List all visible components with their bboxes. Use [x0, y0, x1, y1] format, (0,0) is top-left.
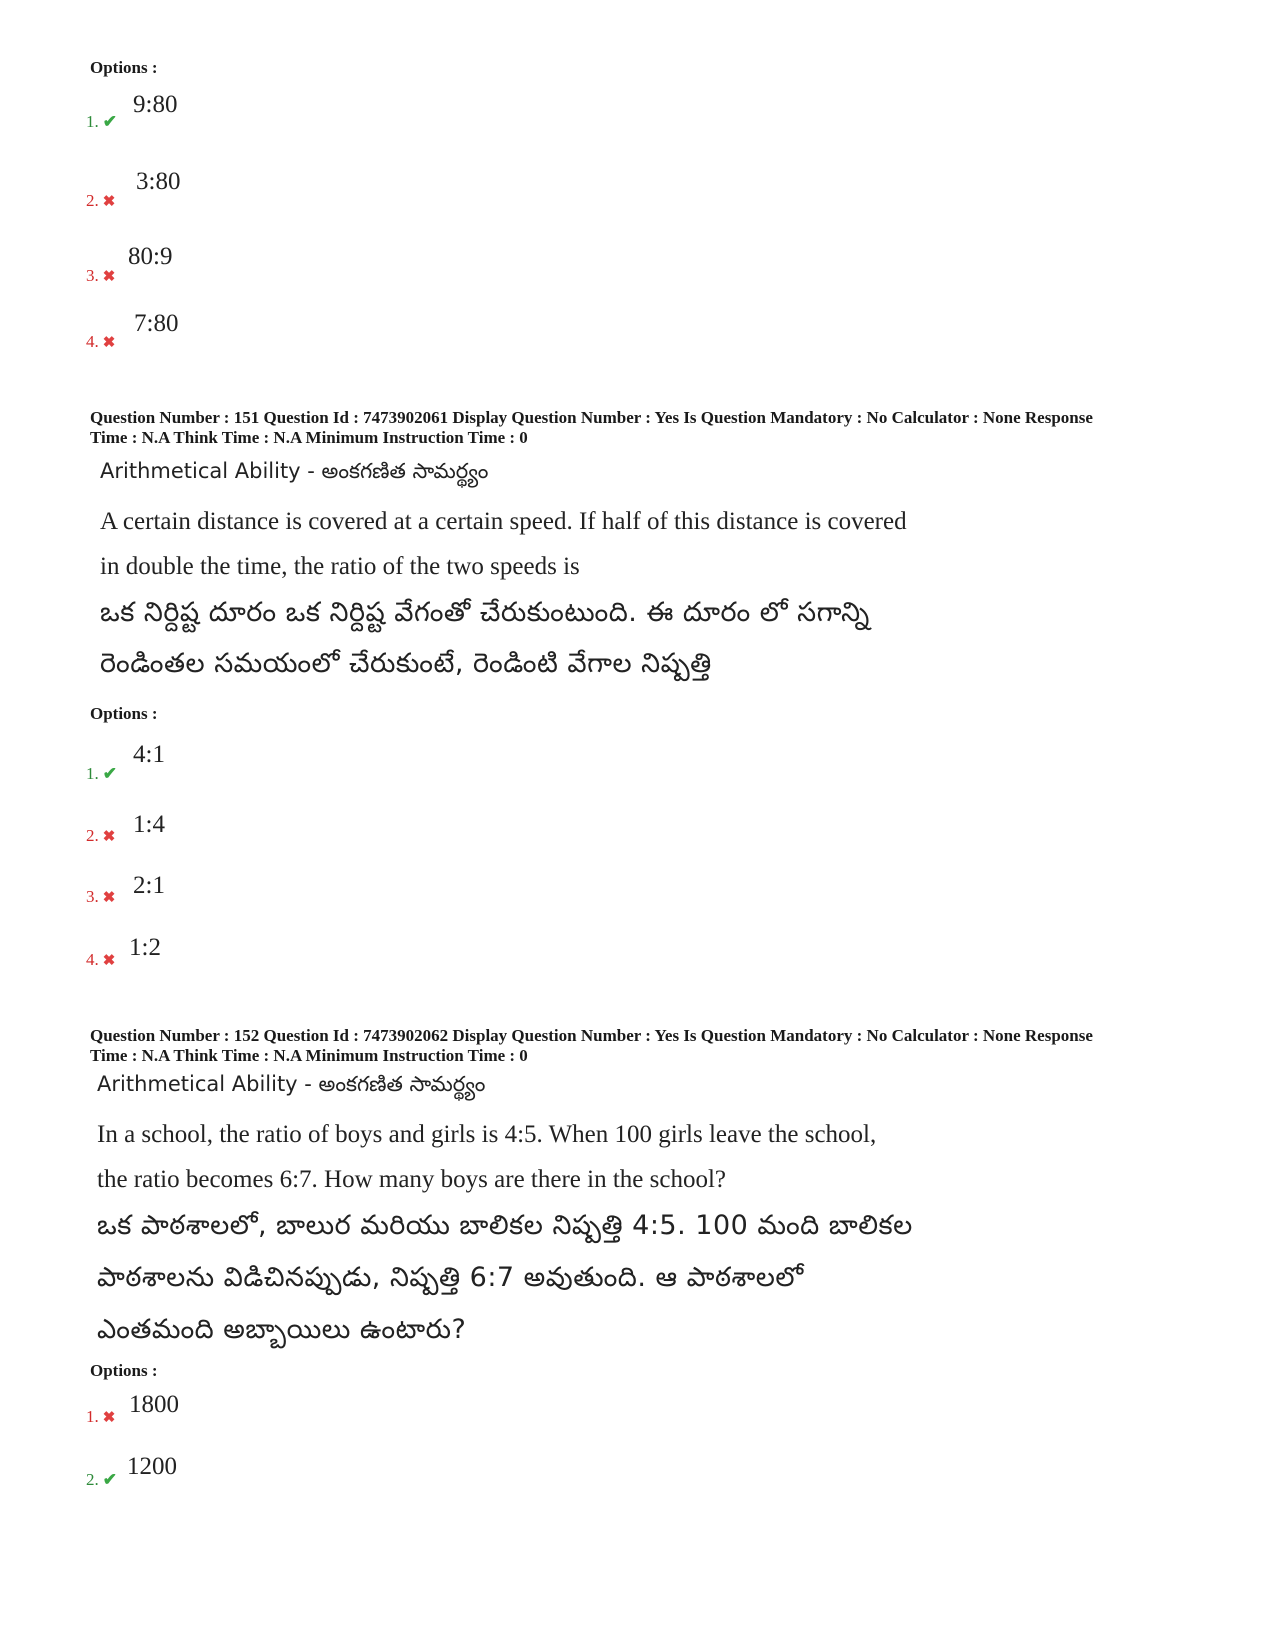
option-number: 4.: [86, 332, 99, 351]
question-meta: [90, 1026, 1200, 1066]
option-row: [86, 266, 115, 286]
check-icon: ✔: [102, 764, 117, 783]
question-meta-line: Question Number : 152 Question Id : 7473902062 Display Question Number : Yes Is Question Mandatory : No Calculator : None Response: [90, 1026, 1093, 1045]
option-row: [86, 332, 115, 352]
cross-icon: ✖: [102, 829, 116, 845]
question-text-te: రెండింతల సమయంలో చేరుకుంటే, రెండింటి వేగాల నిష్పత్తి: [100, 648, 712, 679]
question-text-te: ఒక పాఠశాలలో, బాలుర మరియు బాలికల నిష్పత్తి 4:5. 100 మంది బాలికల: [97, 1210, 913, 1241]
option-number: 2.: [86, 1470, 99, 1489]
options-label: Options :: [90, 1361, 158, 1380]
question-text-te: పాఠశాలను విడిచినప్పుడు, నిష్పత్తి 6:7 అవుతుంది. ఆ పాఠశాలలో: [97, 1262, 804, 1293]
question-text-te: ఒక నిర్దిష్ట దూరం ఒక నిర్దిష్ట వేగంతో చేరుకుంటుంది. ఈ దూరం లో సగాన్ని: [100, 597, 870, 628]
options-label: Options :: [90, 58, 158, 77]
option-value: 80:9: [128, 243, 173, 270]
question-meta-line: Time : N.A Think Time : N.A Minimum Instruction Time : 0: [90, 428, 528, 447]
question-text-en: the ratio becomes 6:7. How many boys are there in the school?: [97, 1166, 726, 1193]
option-value: 7:80: [134, 310, 179, 337]
question-text-en: In a school, the ratio of boys and girls is 4:5. When 100 girls leave the school,: [97, 1121, 877, 1148]
option-number: 3.: [86, 887, 99, 906]
question-meta-line: Time : N.A Think Time : N.A Minimum Instruction Time : 0: [90, 1046, 528, 1065]
section-title: Arithmetical Ability - అంకగణిత సామర్థ్యం: [100, 459, 489, 483]
option-value: 1800: [129, 1391, 179, 1418]
option-number: 1.: [86, 112, 99, 131]
question-text-en: in double the time, the ratio of the two speeds is: [100, 553, 580, 580]
cross-icon: ✖: [102, 890, 116, 906]
option-row: [86, 826, 115, 846]
question-text-te: ఎంతమంది అబ్బాయిలు ఉంటారు?: [97, 1314, 467, 1345]
question-meta: [90, 408, 1200, 448]
option-number: 2.: [86, 191, 99, 210]
option-row: [86, 764, 117, 784]
option-value: 4:1: [133, 741, 165, 768]
option-row: [86, 191, 115, 211]
section-title: Arithmetical Ability - అంకగణిత సామర్థ్యం: [97, 1072, 486, 1096]
option-value: 9:80: [133, 91, 178, 118]
option-row: [86, 112, 117, 132]
options-label: Options :: [90, 704, 158, 723]
cross-icon: ✖: [102, 953, 116, 969]
option-number: 1.: [86, 1407, 99, 1426]
option-row: [86, 887, 115, 907]
check-icon: ✔: [102, 112, 117, 131]
check-icon: ✔: [102, 1470, 117, 1489]
option-number: 4.: [86, 950, 99, 969]
cross-icon: ✖: [102, 194, 116, 210]
option-row: [86, 1470, 117, 1490]
cross-icon: ✖: [102, 1410, 116, 1426]
option-number: 2.: [86, 826, 99, 845]
option-value: 1:4: [133, 811, 165, 838]
option-value: 1:2: [129, 934, 161, 961]
cross-icon: ✖: [102, 269, 116, 285]
option-number: 1.: [86, 764, 99, 783]
option-number: 3.: [86, 266, 99, 285]
option-row: [86, 1407, 115, 1427]
option-value: 3:80: [136, 168, 181, 195]
option-value: 2:1: [133, 872, 165, 899]
cross-icon: ✖: [102, 335, 116, 351]
option-value: 1200: [127, 1453, 177, 1480]
question-meta-line: Question Number : 151 Question Id : 7473902061 Display Question Number : Yes Is Question Mandatory : No Calculator : None Response: [90, 408, 1093, 427]
option-row: [86, 950, 115, 970]
question-text-en: A certain distance is covered at a certain speed. If half of this distance is covered: [100, 508, 907, 535]
